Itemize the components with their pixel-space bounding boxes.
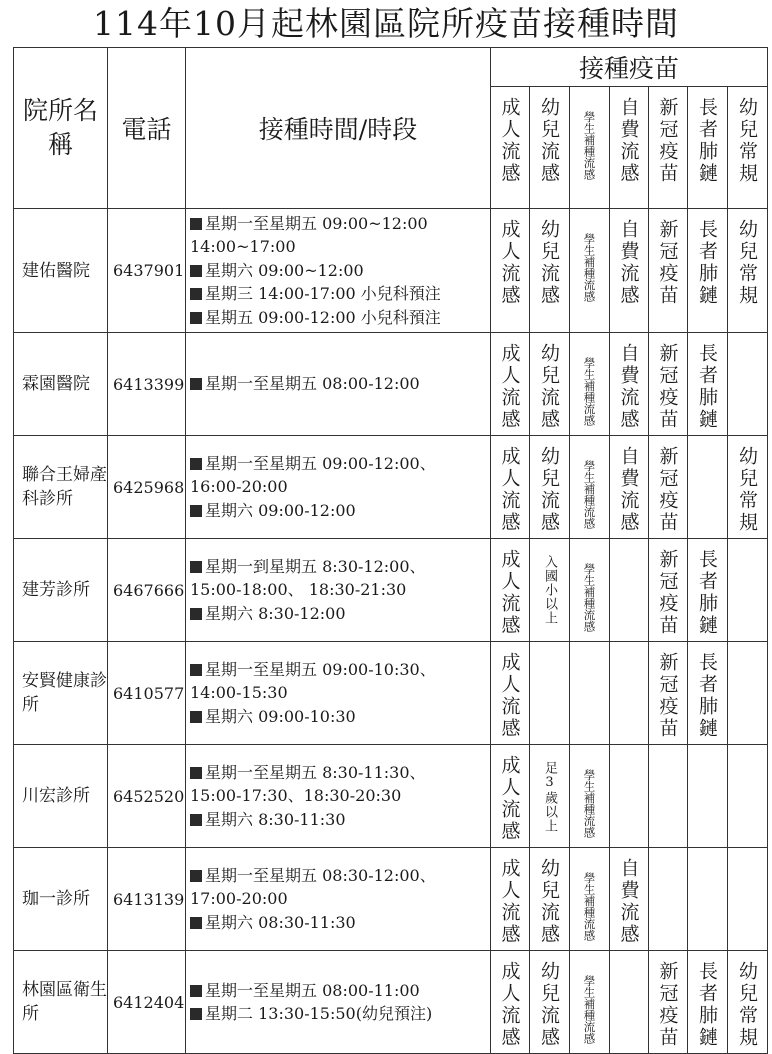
schedule-line	[190, 282, 490, 306]
clinic-phone: 6425968	[108, 436, 186, 539]
schedule-text: 星期一至星期五 09:00~12:00	[205, 213, 428, 233]
vaccine-cell	[728, 333, 768, 436]
header-time: 接種時間/時段	[186, 48, 491, 209]
clinic-schedule	[186, 436, 491, 539]
vaccine-cell	[570, 436, 610, 539]
vaccine-label: 新冠疫苗	[656, 961, 679, 1049]
vaccine-label: 成人流感	[498, 858, 521, 946]
bullet-square-icon	[190, 561, 202, 573]
schedule-text: 星期六 8:30-11:30	[205, 809, 346, 829]
header-phone: 電話	[108, 48, 186, 209]
vaccine-cell	[610, 209, 649, 333]
vaccine-label: 足3歲以上	[542, 761, 557, 833]
vaccine-label: 幼兒流感	[538, 219, 560, 307]
vaccine-label: 幼兒流感	[538, 961, 560, 1049]
header-vaccine-label: 成人流感	[498, 97, 521, 185]
schedule-line	[190, 658, 490, 682]
vaccine-cell	[610, 333, 649, 436]
vaccine-label: 學生補種流感	[582, 357, 597, 426]
bullet-square-icon	[190, 312, 202, 324]
page-title: 114年10月起林園區院所疫苗接種時間	[93, 4, 679, 43]
vaccine-cell	[649, 745, 688, 848]
schedule-line	[190, 372, 490, 396]
schedule-text: 16:00-20:00	[190, 477, 288, 497]
schedule-line	[190, 911, 490, 935]
vaccine-label: 幼兒常規	[736, 961, 759, 1049]
header-vaccine-group: 接種疫苗	[491, 48, 768, 87]
vaccine-cell	[530, 642, 570, 745]
bullet-square-icon	[190, 711, 202, 723]
header-vaccine-label: 新冠疫苗	[656, 97, 679, 185]
bullet-square-icon	[190, 917, 202, 929]
vaccine-cell	[649, 642, 688, 745]
bullet-square-icon	[190, 814, 202, 826]
vaccine-cell	[728, 951, 768, 1054]
vaccine-cell	[491, 951, 530, 1054]
table-row	[14, 642, 768, 745]
clinic-phone: 6467666	[108, 539, 186, 642]
schedule-text: 星期一到星期五 8:30-12:00、	[205, 556, 426, 576]
schedule-text: 星期二 13:30-15:50(幼兒預注)	[205, 1004, 433, 1023]
schedule-text: 星期六 09:00-10:30	[205, 706, 356, 726]
vaccine-cell	[570, 642, 610, 745]
vaccine-label: 新冠疫苗	[656, 343, 679, 431]
schedule-line	[190, 555, 490, 579]
bullet-square-icon	[190, 1008, 202, 1020]
vaccine-label: 幼兒流感	[538, 858, 560, 946]
vaccine-label: 長者肺鏈	[696, 961, 718, 1049]
schedule-line	[190, 887, 490, 911]
bullet-square-icon	[190, 458, 202, 470]
clinic-name: 珈一診所	[14, 848, 108, 951]
schedule-text: 星期六 08:30-11:30	[205, 912, 356, 932]
schedule-line	[190, 808, 490, 832]
header-vaccine-label: 幼兒常規	[736, 97, 759, 185]
vaccine-cell	[610, 745, 649, 848]
vaccine-label: 學生補種流感	[582, 233, 597, 302]
vaccine-cell	[728, 539, 768, 642]
schedule-line	[190, 212, 490, 236]
vaccine-cell	[728, 642, 768, 745]
schedule-line	[190, 681, 490, 705]
clinic-phone: 6437901	[108, 209, 186, 333]
schedule-text: 星期三 14:00-17:00 小兒科預注	[205, 284, 441, 304]
schedule-line	[190, 578, 490, 602]
schedule-text: 14:00~17:00	[190, 237, 296, 257]
clinic-schedule	[186, 642, 491, 745]
schedule-line	[190, 475, 490, 499]
schedule-line	[190, 979, 490, 1003]
bullet-square-icon	[190, 767, 202, 779]
clinic-phone: 6452520	[108, 745, 186, 848]
clinic-phone: 6413399	[108, 333, 186, 436]
schedule-line	[190, 602, 490, 626]
vaccine-cell	[491, 209, 530, 333]
vaccine-label: 長者肺鏈	[696, 343, 718, 431]
vaccine-label: 幼兒流感	[538, 446, 560, 534]
vaccine-cell	[649, 209, 688, 333]
bullet-square-icon	[190, 265, 202, 277]
vaccine-cell	[570, 209, 610, 333]
vaccine-label: 成人流感	[498, 652, 521, 740]
vaccine-label: 學生補種流感	[582, 769, 597, 838]
vaccine-cell	[610, 951, 649, 1054]
vaccine-cell	[530, 745, 570, 848]
vaccine-label: 新冠疫苗	[656, 549, 679, 637]
vaccine-label: 新冠疫苗	[656, 219, 679, 307]
header-vaccine-label: 長者肺鏈	[696, 97, 718, 185]
header-vaccine-4	[649, 87, 688, 209]
clinic-schedule	[186, 951, 491, 1054]
header-vaccine-5	[688, 87, 728, 209]
header-clinic-name: 院所名稱	[14, 48, 108, 209]
vaccine-label: 幼兒常規	[736, 219, 759, 307]
schedule-line	[190, 761, 490, 785]
vaccine-cell	[491, 642, 530, 745]
schedule-text: 14:00-15:30	[190, 683, 288, 703]
clinic-schedule	[186, 333, 491, 436]
vaccine-label: 自費流感	[617, 219, 640, 307]
clinic-name: 建芳診所	[14, 539, 108, 642]
vaccine-cell	[530, 333, 570, 436]
schedule-line	[190, 864, 490, 888]
vaccine-cell	[728, 745, 768, 848]
schedule-text: 星期六 8:30-12:00	[205, 603, 346, 623]
schedule-text: 15:00-18:00、 18:30-21:30	[190, 580, 407, 600]
clinic-name: 霖園醫院	[14, 333, 108, 436]
clinic-name: 林園區衛生所	[14, 951, 108, 1054]
header-vaccine-label: 自費流感	[617, 97, 640, 185]
vaccine-cell	[491, 848, 530, 951]
schedule-text: 星期一至星期五 09:00-10:30、	[205, 659, 436, 679]
schedule-text: 15:00-17:30、18:30-20:30	[190, 786, 402, 806]
schedule-text: 17:00-20:00	[190, 889, 288, 909]
vaccine-label: 學生補種流感	[582, 460, 597, 529]
schedule-text: 星期一至星期五 08:00-12:00	[205, 374, 420, 394]
vaccine-cell	[728, 209, 768, 333]
header-vaccine-6	[728, 87, 768, 209]
schedule-line	[190, 235, 490, 259]
vaccine-cell	[570, 745, 610, 848]
vaccination-schedule-table	[13, 47, 768, 1054]
vaccine-cell	[649, 333, 688, 436]
clinic-schedule	[186, 209, 491, 333]
table-row	[14, 539, 768, 642]
clinic-name: 建佑醫院	[14, 209, 108, 333]
vaccine-cell	[688, 642, 728, 745]
bullet-square-icon	[190, 218, 202, 230]
header-vaccine-0	[491, 87, 530, 209]
table-row	[14, 951, 768, 1054]
vaccine-label: 自費流感	[617, 446, 640, 534]
bullet-square-icon	[190, 505, 202, 517]
vaccine-cell	[491, 745, 530, 848]
vaccine-cell	[688, 745, 728, 848]
vaccine-cell	[530, 539, 570, 642]
vaccine-label: 學生補種流感	[582, 975, 597, 1044]
header-vaccine-3	[610, 87, 649, 209]
vaccine-cell	[688, 436, 728, 539]
bullet-square-icon	[190, 664, 202, 676]
bullet-square-icon	[190, 288, 202, 300]
vaccine-cell	[688, 848, 728, 951]
vaccine-cell	[649, 539, 688, 642]
clinic-schedule	[186, 745, 491, 848]
table-body	[14, 209, 768, 1054]
vaccine-label: 長者肺鏈	[696, 549, 718, 637]
vaccine-cell	[649, 848, 688, 951]
vaccine-label: 新冠疫苗	[656, 652, 679, 740]
clinic-phone: 6410577	[108, 642, 186, 745]
schedule-line	[190, 306, 490, 330]
vaccine-cell	[728, 848, 768, 951]
vaccine-cell	[649, 951, 688, 1054]
header-vaccine-2	[570, 87, 610, 209]
header-vaccine-label: 學生補種流感	[582, 111, 597, 180]
vaccine-cell	[688, 209, 728, 333]
table-row	[14, 333, 768, 436]
vaccine-cell	[491, 436, 530, 539]
table-row	[14, 436, 768, 539]
table-header	[14, 48, 768, 209]
vaccine-label: 成人流感	[498, 961, 521, 1049]
schedule-text: 星期五 09:00-12:00 小兒科預注	[205, 307, 441, 327]
table-row	[14, 848, 768, 951]
vaccine-cell	[688, 951, 728, 1054]
clinic-name: 川宏診所	[14, 745, 108, 848]
vaccine-cell	[570, 848, 610, 951]
table-row	[14, 745, 768, 848]
clinic-schedule	[186, 539, 491, 642]
clinic-phone: 6412404	[108, 951, 186, 1054]
vaccine-label: 自費流感	[617, 858, 640, 946]
vaccine-label: 學生補種流感	[582, 563, 597, 632]
vaccine-label: 長者肺鏈	[696, 219, 718, 307]
clinic-name: 聯合王婦產科診所	[14, 436, 108, 539]
vaccine-label: 新冠疫苗	[656, 446, 679, 534]
schedule-text: 星期一至星期五 8:30-11:30、	[205, 762, 426, 782]
vaccine-label: 成人流感	[498, 755, 521, 843]
schedule-line	[190, 259, 490, 283]
schedule-text: 星期六 09:00-12:00	[205, 500, 356, 520]
vaccine-cell	[530, 848, 570, 951]
bullet-square-icon	[190, 870, 202, 882]
vaccine-label: 學生補種流感	[582, 872, 597, 941]
vaccine-cell	[570, 951, 610, 1054]
vaccine-cell	[728, 436, 768, 539]
vaccine-cell	[688, 333, 728, 436]
vaccine-cell	[530, 209, 570, 333]
vaccine-cell	[688, 539, 728, 642]
vaccine-cell	[491, 539, 530, 642]
schedule-line	[190, 499, 490, 523]
schedule-text: 星期一至星期五 08:30-12:00、	[205, 865, 436, 885]
vaccine-cell	[610, 436, 649, 539]
table-row	[14, 209, 768, 333]
vaccine-cell	[570, 333, 610, 436]
vaccine-cell	[570, 539, 610, 642]
clinic-schedule	[186, 848, 491, 951]
schedule-text: 星期一至星期五 08:00-11:00	[205, 980, 420, 1000]
bullet-square-icon	[190, 378, 202, 390]
bullet-square-icon	[190, 985, 202, 997]
vaccine-label: 成人流感	[498, 446, 521, 534]
vaccine-label: 成人流感	[498, 343, 521, 431]
vaccine-label: 長者肺鏈	[696, 652, 718, 740]
bullet-square-icon	[190, 608, 202, 620]
vaccine-label: 入國小以上	[542, 555, 557, 625]
header-vaccine-label: 幼兒流感	[538, 97, 560, 185]
vaccine-cell	[610, 539, 649, 642]
vaccine-cell	[649, 436, 688, 539]
schedule-line	[190, 452, 490, 476]
schedule-line	[190, 1002, 490, 1026]
clinic-phone: 6413139	[108, 848, 186, 951]
schedule-text: 星期一至星期五 09:00-12:00、	[205, 453, 436, 473]
header-vaccine-1	[530, 87, 570, 209]
vaccine-label: 成人流感	[498, 219, 521, 307]
vaccine-cell	[491, 333, 530, 436]
vaccine-cell	[610, 848, 649, 951]
vaccine-cell	[610, 642, 649, 745]
vaccine-label: 自費流感	[617, 343, 640, 431]
schedule-line	[190, 705, 490, 729]
vaccine-label: 幼兒常規	[736, 446, 759, 534]
schedule-text: 星期六 09:00~12:00	[205, 260, 364, 280]
vaccine-cell	[530, 436, 570, 539]
schedule-line	[190, 784, 490, 808]
vaccine-cell	[530, 951, 570, 1054]
clinic-name: 安賢健康診所	[14, 642, 108, 745]
vaccine-label: 幼兒流感	[538, 343, 560, 431]
vaccine-label: 成人流感	[498, 549, 521, 637]
